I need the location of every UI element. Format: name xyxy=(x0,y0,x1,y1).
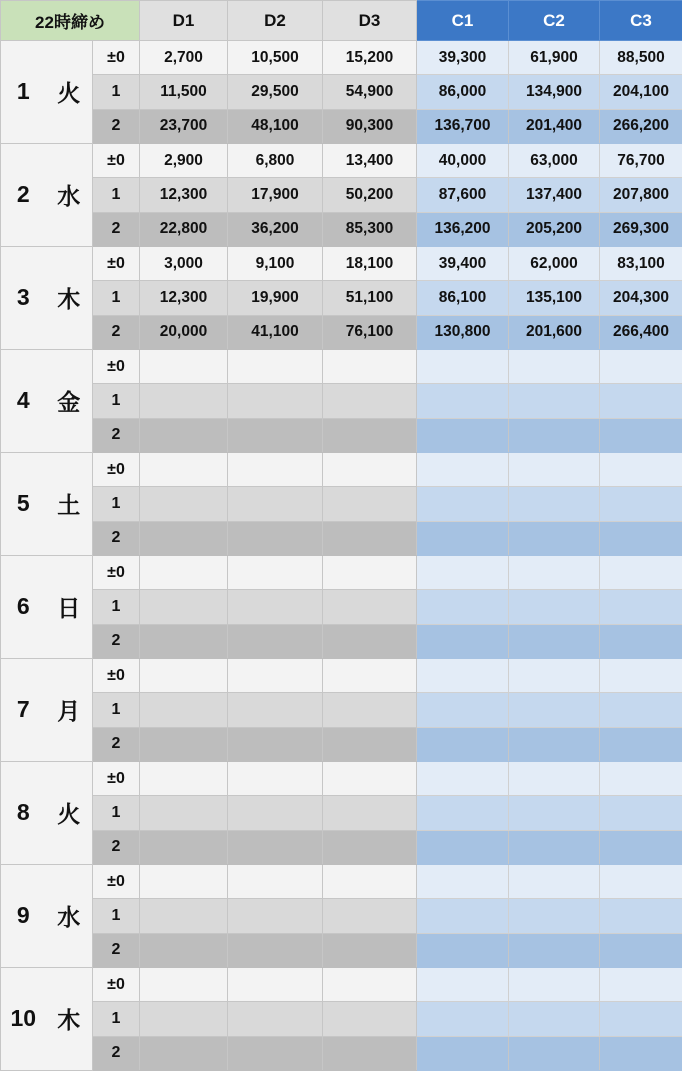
column-header-c1: C1 xyxy=(417,1,509,41)
day-number: 8 xyxy=(1,761,46,864)
value-cell xyxy=(140,418,228,452)
value-cell: 85,300 xyxy=(323,212,417,246)
value-cell xyxy=(140,899,228,933)
column-header-c3: C3 xyxy=(600,1,682,41)
value-cell: 76,700 xyxy=(600,143,682,177)
value-cell: 204,300 xyxy=(600,281,682,315)
value-cell xyxy=(140,864,228,898)
value-cell: 62,000 xyxy=(509,246,600,280)
value-cell xyxy=(509,761,600,795)
value-cell: 39,400 xyxy=(417,246,509,280)
value-cell xyxy=(323,899,417,933)
value-cell xyxy=(417,452,509,486)
value-cell xyxy=(228,899,323,933)
value-cell xyxy=(323,1002,417,1036)
value-cell: 18,100 xyxy=(323,246,417,280)
level-label: 1 xyxy=(93,75,140,109)
value-cell: 201,400 xyxy=(509,109,600,143)
value-cell: 19,900 xyxy=(228,281,323,315)
value-cell xyxy=(509,1036,600,1070)
value-cell xyxy=(228,384,323,418)
value-cell xyxy=(417,796,509,830)
value-cell xyxy=(509,658,600,692)
table-row xyxy=(1,864,682,898)
value-cell xyxy=(509,864,600,898)
value-cell xyxy=(509,555,600,589)
value-cell xyxy=(228,967,323,1001)
value-cell xyxy=(417,1036,509,1070)
value-cell: 76,100 xyxy=(323,315,417,349)
value-cell: 11,500 xyxy=(140,75,228,109)
level-label: ±0 xyxy=(93,143,140,177)
level-label: ±0 xyxy=(93,864,140,898)
table-row xyxy=(1,452,682,486)
value-cell xyxy=(417,349,509,383)
value-cell xyxy=(600,658,682,692)
table-row xyxy=(1,967,682,1001)
table-row xyxy=(1,727,682,761)
level-label: ±0 xyxy=(93,555,140,589)
value-cell xyxy=(140,1002,228,1036)
table-row xyxy=(1,315,682,349)
value-cell xyxy=(600,693,682,727)
value-cell xyxy=(140,384,228,418)
value-cell xyxy=(228,521,323,555)
level-label: ±0 xyxy=(93,658,140,692)
level-label: 2 xyxy=(93,933,140,967)
value-cell: 15,200 xyxy=(323,41,417,75)
day-number: 1 xyxy=(1,41,46,144)
value-cell xyxy=(509,624,600,658)
value-cell xyxy=(228,933,323,967)
value-cell: 10,500 xyxy=(228,41,323,75)
level-label: 1 xyxy=(93,899,140,933)
table-row xyxy=(1,109,682,143)
value-cell: 12,300 xyxy=(140,281,228,315)
value-cell xyxy=(228,693,323,727)
value-cell xyxy=(600,487,682,521)
value-cell xyxy=(509,796,600,830)
column-header-d2: D2 xyxy=(228,1,323,41)
level-label: 2 xyxy=(93,624,140,658)
value-cell xyxy=(509,590,600,624)
value-cell xyxy=(323,452,417,486)
table-row xyxy=(1,521,682,555)
value-cell: 40,000 xyxy=(417,143,509,177)
value-cell xyxy=(600,727,682,761)
value-cell xyxy=(509,521,600,555)
level-label: 1 xyxy=(93,178,140,212)
table-row xyxy=(1,143,682,177)
value-cell xyxy=(323,796,417,830)
value-cell: 61,900 xyxy=(509,41,600,75)
value-cell xyxy=(600,1036,682,1070)
value-cell xyxy=(140,693,228,727)
weekday: 日 xyxy=(46,555,93,658)
table-row xyxy=(1,830,682,864)
value-cell xyxy=(228,727,323,761)
level-label: ±0 xyxy=(93,452,140,486)
value-cell xyxy=(140,933,228,967)
value-cell: 20,000 xyxy=(140,315,228,349)
table-row xyxy=(1,933,682,967)
value-cell: 90,300 xyxy=(323,109,417,143)
weekday: 水 xyxy=(46,143,93,246)
value-cell xyxy=(323,967,417,1001)
value-cell: 2,900 xyxy=(140,143,228,177)
value-cell xyxy=(140,761,228,795)
value-cell xyxy=(509,727,600,761)
header-row xyxy=(1,1,682,41)
value-cell xyxy=(323,727,417,761)
value-cell xyxy=(323,521,417,555)
table-row xyxy=(1,761,682,795)
level-label: ±0 xyxy=(93,246,140,280)
value-cell xyxy=(600,796,682,830)
table-row xyxy=(1,555,682,589)
value-cell: 23,700 xyxy=(140,109,228,143)
value-cell: 63,000 xyxy=(509,143,600,177)
table-row xyxy=(1,796,682,830)
table-row xyxy=(1,75,682,109)
value-cell xyxy=(140,452,228,486)
value-cell xyxy=(323,693,417,727)
day-number: 3 xyxy=(1,246,46,349)
deadline-header: 22時締め xyxy=(1,1,140,41)
value-cell xyxy=(509,349,600,383)
value-cell xyxy=(417,487,509,521)
value-cell: 87,600 xyxy=(417,178,509,212)
column-header-d3: D3 xyxy=(323,1,417,41)
value-cell xyxy=(228,1002,323,1036)
value-cell xyxy=(417,899,509,933)
value-cell: 201,600 xyxy=(509,315,600,349)
value-cell xyxy=(600,384,682,418)
value-cell xyxy=(228,452,323,486)
level-label: 2 xyxy=(93,315,140,349)
value-cell: 17,900 xyxy=(228,178,323,212)
value-cell: 50,200 xyxy=(323,178,417,212)
day-number: 4 xyxy=(1,349,46,452)
table-row xyxy=(1,384,682,418)
weekday: 月 xyxy=(46,658,93,761)
value-cell xyxy=(323,864,417,898)
value-cell: 13,400 xyxy=(323,143,417,177)
level-label: 1 xyxy=(93,590,140,624)
level-label: 1 xyxy=(93,384,140,418)
column-header-d1: D1 xyxy=(140,1,228,41)
value-cell xyxy=(228,418,323,452)
level-label: 1 xyxy=(93,281,140,315)
level-label: 2 xyxy=(93,109,140,143)
value-cell: 86,100 xyxy=(417,281,509,315)
value-cell xyxy=(509,1002,600,1036)
value-cell: 6,800 xyxy=(228,143,323,177)
level-label: 2 xyxy=(93,1036,140,1070)
value-cell: 86,000 xyxy=(417,75,509,109)
value-cell xyxy=(600,349,682,383)
value-cell xyxy=(417,418,509,452)
value-cell xyxy=(323,384,417,418)
value-cell xyxy=(509,418,600,452)
table-row xyxy=(1,899,682,933)
table-row xyxy=(1,487,682,521)
level-label: ±0 xyxy=(93,761,140,795)
value-cell xyxy=(140,349,228,383)
value-cell xyxy=(323,487,417,521)
value-cell xyxy=(140,1036,228,1070)
value-cell xyxy=(323,555,417,589)
value-cell xyxy=(228,1036,323,1070)
value-cell xyxy=(228,590,323,624)
value-cell xyxy=(228,796,323,830)
value-cell: 2,700 xyxy=(140,41,228,75)
value-cell xyxy=(323,933,417,967)
value-cell xyxy=(140,967,228,1001)
table-row xyxy=(1,624,682,658)
level-label: 1 xyxy=(93,693,140,727)
value-cell xyxy=(417,727,509,761)
value-cell xyxy=(417,761,509,795)
level-label: 2 xyxy=(93,830,140,864)
table-row xyxy=(1,1036,682,1070)
table-row xyxy=(1,41,682,75)
value-cell xyxy=(140,830,228,864)
value-cell xyxy=(600,521,682,555)
value-cell: 136,700 xyxy=(417,109,509,143)
value-cell xyxy=(323,418,417,452)
value-cell xyxy=(228,487,323,521)
value-cell: 207,800 xyxy=(600,178,682,212)
table-row xyxy=(1,212,682,246)
value-cell xyxy=(417,933,509,967)
level-label: 1 xyxy=(93,487,140,521)
weekday: 水 xyxy=(46,864,93,967)
value-cell xyxy=(600,830,682,864)
value-cell: 3,000 xyxy=(140,246,228,280)
level-label: 2 xyxy=(93,727,140,761)
value-cell xyxy=(600,967,682,1001)
value-cell xyxy=(509,830,600,864)
value-cell xyxy=(417,384,509,418)
value-cell xyxy=(600,555,682,589)
table-row xyxy=(1,1002,682,1036)
value-cell: 12,300 xyxy=(140,178,228,212)
value-cell xyxy=(228,624,323,658)
value-cell xyxy=(600,418,682,452)
value-cell: 135,100 xyxy=(509,281,600,315)
level-label: ±0 xyxy=(93,349,140,383)
value-cell: 22,800 xyxy=(140,212,228,246)
value-cell xyxy=(417,864,509,898)
value-cell: 136,200 xyxy=(417,212,509,246)
value-cell xyxy=(600,761,682,795)
value-cell xyxy=(228,349,323,383)
value-cell xyxy=(140,624,228,658)
value-cell xyxy=(417,1002,509,1036)
value-cell: 36,200 xyxy=(228,212,323,246)
value-cell xyxy=(140,487,228,521)
value-cell xyxy=(140,521,228,555)
level-label: 2 xyxy=(93,521,140,555)
value-cell xyxy=(417,967,509,1001)
value-cell xyxy=(600,624,682,658)
value-cell xyxy=(509,933,600,967)
value-cell xyxy=(323,1036,417,1070)
table-row xyxy=(1,178,682,212)
table-row xyxy=(1,349,682,383)
value-cell xyxy=(140,555,228,589)
level-label: 1 xyxy=(93,796,140,830)
value-cell: 205,200 xyxy=(509,212,600,246)
table-row xyxy=(1,590,682,624)
value-cell: 134,900 xyxy=(509,75,600,109)
weekday: 金 xyxy=(46,349,93,452)
value-cell xyxy=(417,521,509,555)
level-label: 1 xyxy=(93,1002,140,1036)
level-label: ±0 xyxy=(93,41,140,75)
weekday: 火 xyxy=(46,761,93,864)
value-cell xyxy=(140,590,228,624)
value-cell xyxy=(600,590,682,624)
table-row xyxy=(1,418,682,452)
day-number: 6 xyxy=(1,555,46,658)
value-cell xyxy=(323,830,417,864)
value-cell xyxy=(417,624,509,658)
value-cell: 130,800 xyxy=(417,315,509,349)
day-number: 2 xyxy=(1,143,46,246)
value-cell xyxy=(509,487,600,521)
value-cell: 83,100 xyxy=(600,246,682,280)
value-cell xyxy=(600,899,682,933)
value-cell xyxy=(323,590,417,624)
weekday: 木 xyxy=(46,967,93,1070)
table-row xyxy=(1,246,682,280)
value-cell xyxy=(140,727,228,761)
value-cell: 266,400 xyxy=(600,315,682,349)
day-number: 10 xyxy=(1,967,46,1070)
value-cell xyxy=(417,658,509,692)
value-cell: 137,400 xyxy=(509,178,600,212)
value-cell xyxy=(228,864,323,898)
value-cell: 39,300 xyxy=(417,41,509,75)
value-cell xyxy=(509,967,600,1001)
value-cell xyxy=(600,452,682,486)
value-cell xyxy=(323,349,417,383)
level-label: 2 xyxy=(93,418,140,452)
value-cell: 48,100 xyxy=(228,109,323,143)
value-cell xyxy=(600,933,682,967)
weekday: 土 xyxy=(46,452,93,555)
day-number: 7 xyxy=(1,658,46,761)
value-cell: 88,500 xyxy=(600,41,682,75)
weekday: 木 xyxy=(46,246,93,349)
value-cell: 51,100 xyxy=(323,281,417,315)
table-row xyxy=(1,693,682,727)
value-cell xyxy=(228,658,323,692)
value-cell xyxy=(509,452,600,486)
value-cell xyxy=(228,761,323,795)
level-label: 2 xyxy=(93,212,140,246)
value-cell xyxy=(417,830,509,864)
weekday: 火 xyxy=(46,41,93,144)
value-cell xyxy=(228,555,323,589)
value-cell xyxy=(417,693,509,727)
value-cell xyxy=(509,384,600,418)
table-row xyxy=(1,281,682,315)
value-cell: 266,200 xyxy=(600,109,682,143)
value-cell xyxy=(323,624,417,658)
level-label: ±0 xyxy=(93,967,140,1001)
table-row xyxy=(1,658,682,692)
value-cell xyxy=(323,658,417,692)
day-number: 5 xyxy=(1,452,46,555)
value-cell: 204,100 xyxy=(600,75,682,109)
value-cell xyxy=(509,693,600,727)
value-cell: 54,900 xyxy=(323,75,417,109)
value-cell: 29,500 xyxy=(228,75,323,109)
value-cell xyxy=(417,590,509,624)
value-cell xyxy=(417,555,509,589)
day-number: 9 xyxy=(1,864,46,967)
value-cell: 9,100 xyxy=(228,246,323,280)
value-cell: 269,300 xyxy=(600,212,682,246)
column-header-c2: C2 xyxy=(509,1,600,41)
value-cell xyxy=(140,796,228,830)
value-cell xyxy=(600,1002,682,1036)
value-cell xyxy=(509,899,600,933)
value-cell xyxy=(140,658,228,692)
value-cell xyxy=(323,761,417,795)
value-cell xyxy=(228,830,323,864)
value-cell xyxy=(600,864,682,898)
value-cell: 41,100 xyxy=(228,315,323,349)
